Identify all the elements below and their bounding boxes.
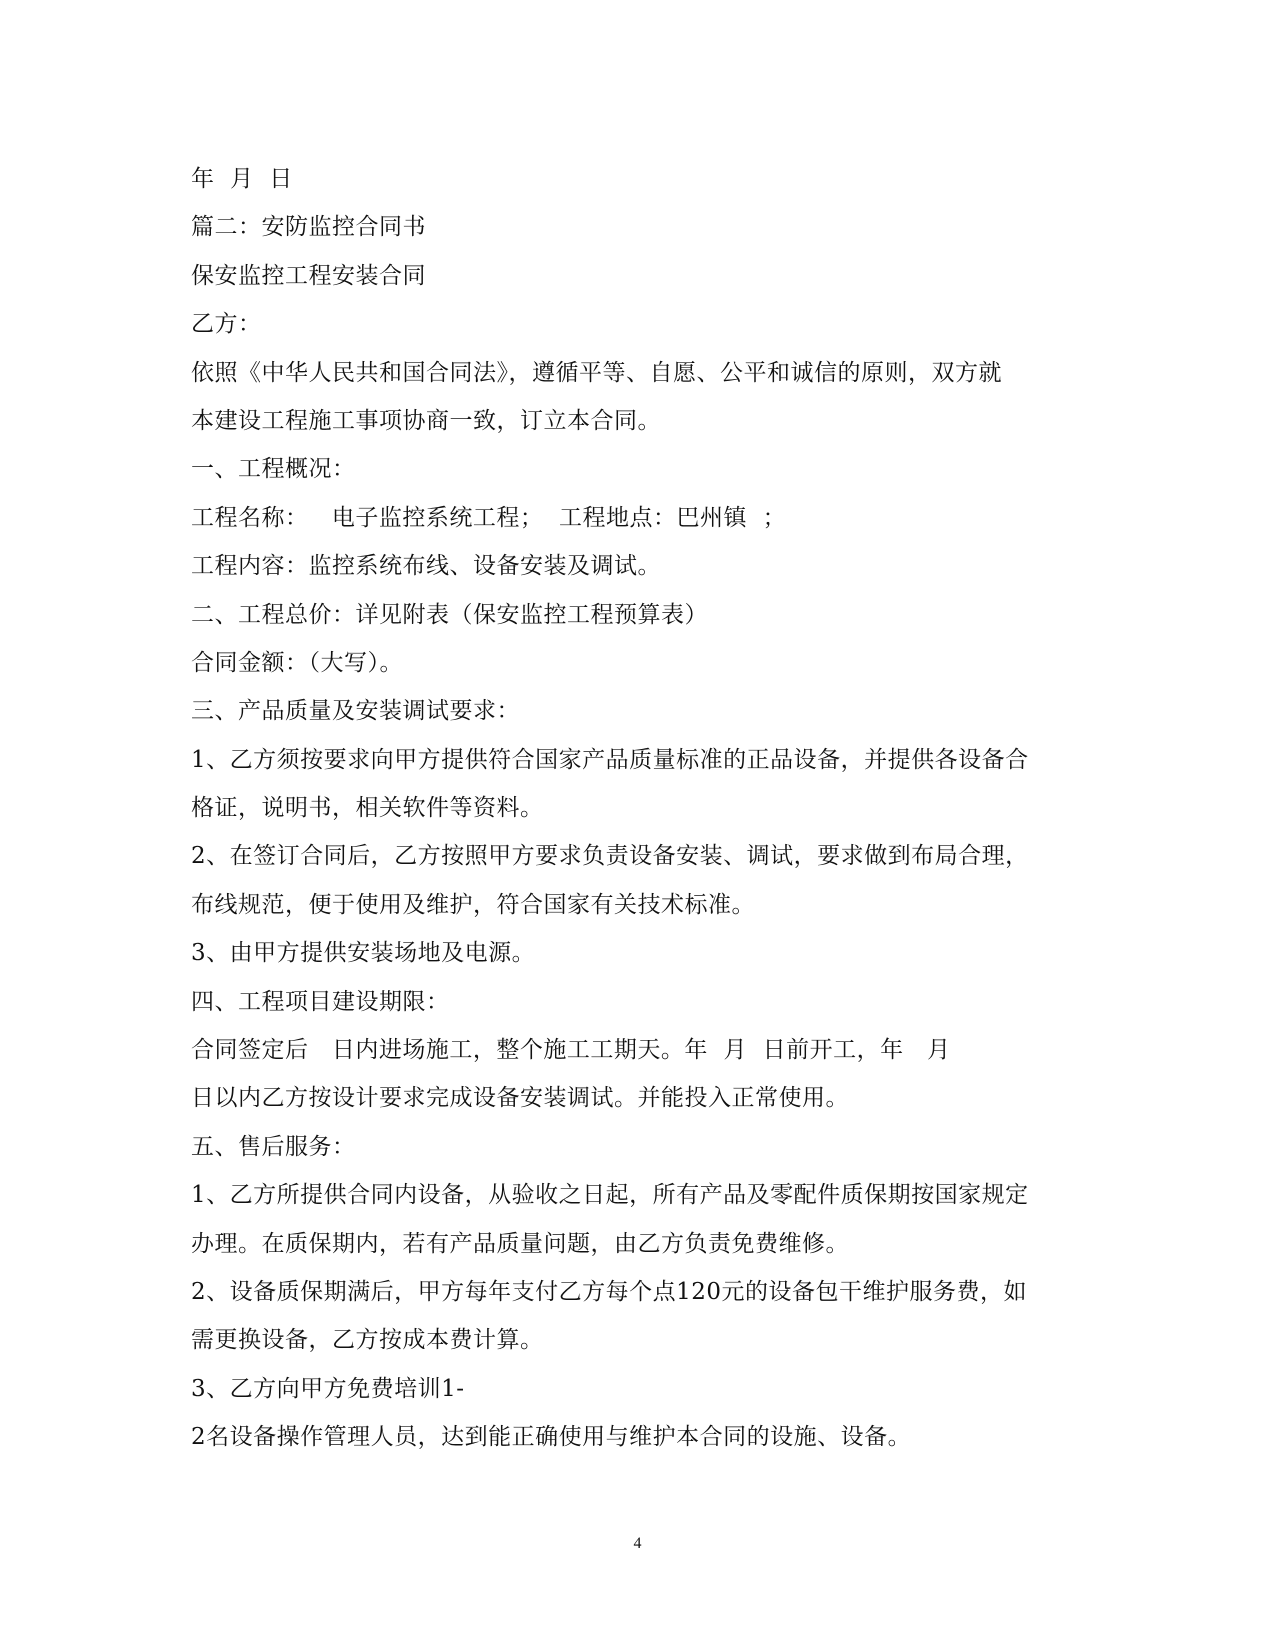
clause-heading: 一、工程概况：: [191, 456, 356, 483]
page-number: 4: [633, 1535, 642, 1552]
clause-heading: 二、工程总价：详见附表（保安监控工程预算表）: [191, 601, 708, 628]
paragraph-line: 2名设备操作管理人员，达到能正确使用与维护本合同的设施、设备。: [191, 1424, 912, 1451]
paragraph-line: 3、乙方向甲方免费培训1-: [191, 1375, 465, 1402]
document-body: [191, 155, 1091, 1462]
paragraph-line: 依照《中华人民共和国合同法》，遵循平等、自愿、公平和诚信的原则，双方就: [191, 359, 1002, 386]
paragraph-line: 日以内乙方按设计要求完成设备安装调试。并能投入正常使用。: [191, 1085, 849, 1112]
paragraph-line: 布线规范，便于使用及维护，符合国家有关技术标准。: [191, 891, 755, 918]
paragraph-line: 工程内容：监控系统布线、设备安装及调试。: [191, 553, 661, 580]
paragraph-line: 合同金额：（大写）。: [191, 649, 403, 676]
contract-title: 保安监控工程安装合同: [191, 262, 426, 289]
paragraph-line: 1、乙方所提供合同内设备，从验收之日起，所有产品及零配件质保期按国家规定: [191, 1182, 1029, 1209]
clause-heading: 四、工程项目建设期限：: [191, 988, 450, 1015]
paragraph-line: 合同签定后 日内进场施工，整个施工工期天。年 月 日前开工，年 月: [191, 1037, 951, 1064]
date-line: 年 月 日: [191, 166, 293, 192]
paragraph-line: 1、乙方须按要求向甲方提供符合国家产品质量标准的正品设备，并提供各设备合: [191, 746, 1029, 773]
paragraph-line: 2、在签订合同后，乙方按照甲方要求负责设备安装、调试，要求做到布局合理，: [191, 843, 1029, 870]
paragraph-line: 需更换设备，乙方按成本费计算。: [191, 1327, 544, 1354]
paragraph-line: 2、设备质保期满后，甲方每年支付乙方每个点120元的设备包干维护服务费，如: [191, 1278, 1028, 1305]
party-b-line: 乙方：: [191, 311, 262, 338]
clause-heading: 三、产品质量及安装调试要求：: [191, 698, 520, 725]
paragraph-line: 工程名称： 电子监控系统工程； 工程地点：巴州镇 ；: [191, 504, 787, 531]
paragraph-line: 办理。在质保期内，若有产品质量问题，由乙方负责免费维修。: [191, 1230, 849, 1257]
clause-heading: 五、售后服务：: [191, 1133, 356, 1160]
section-heading: 篇二：安防监控合同书: [191, 214, 426, 241]
paragraph-line: 3、由甲方提供安装场地及电源。: [191, 940, 536, 967]
paragraph-line: 格证，说明书，相关软件等资料。: [191, 795, 544, 822]
paragraph-line: 本建设工程施工事项协商一致，订立本合同。: [191, 407, 661, 434]
